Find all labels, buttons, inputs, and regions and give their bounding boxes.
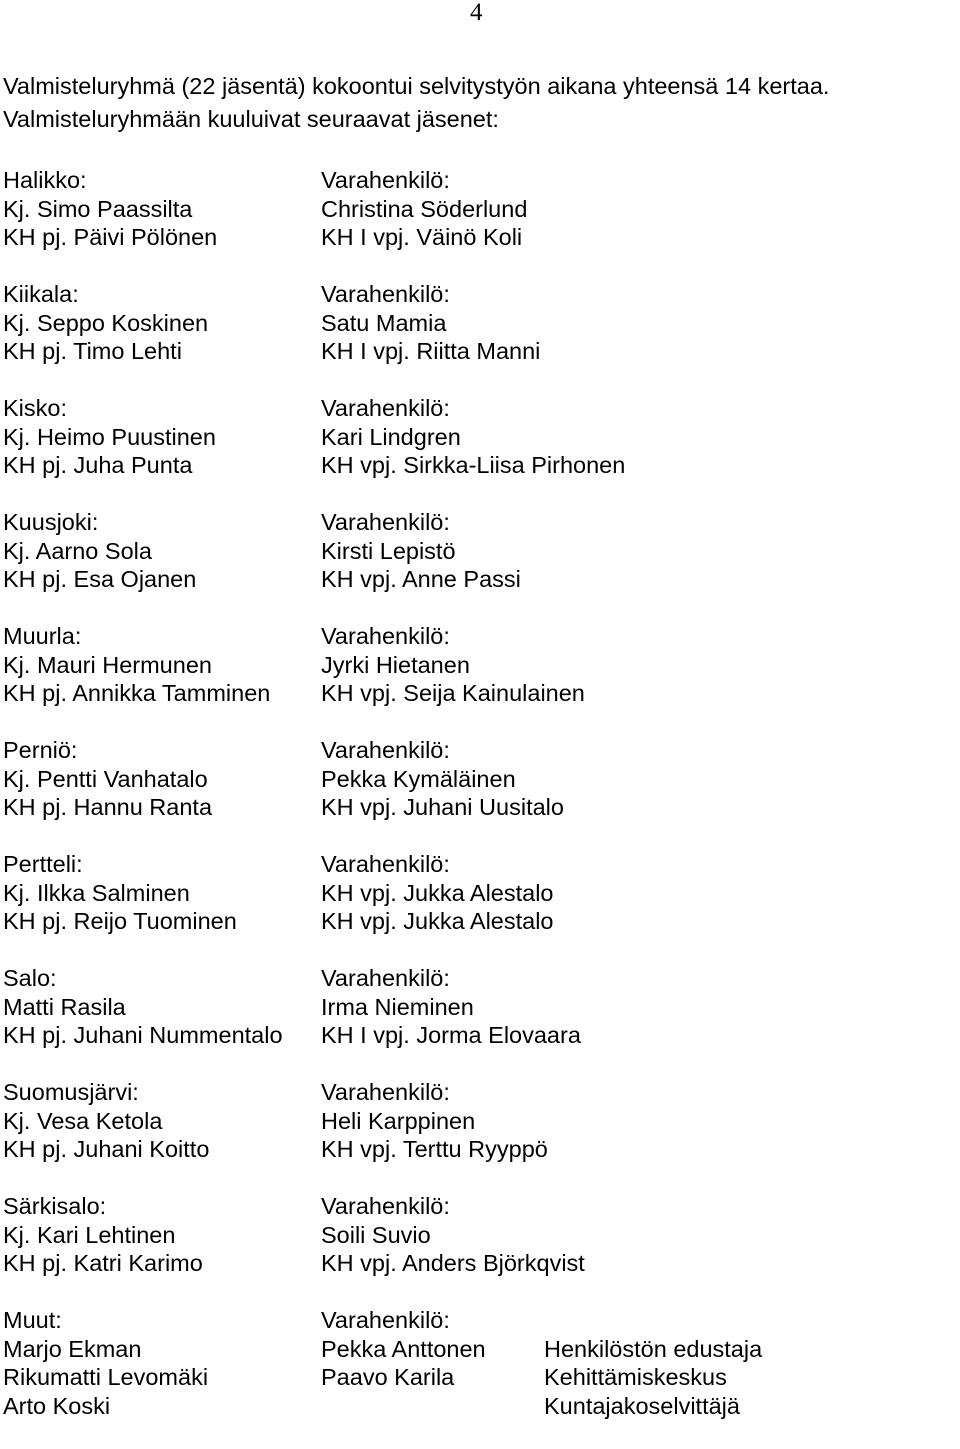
deputy-name: KH vpj. Anders Björkqvist [321,1250,585,1276]
deputy-label: Varahenkilö: [321,623,450,649]
member-name: KH pj. Annikka Tamminen [3,680,271,706]
member-name: Kj. Pentti Vanhatalo [3,765,208,792]
member-name: KH pj. Hannu Ranta [3,794,213,820]
member-group [3,964,844,1050]
deputy-name: KH I vpj. Riitta Manni [321,338,541,364]
member-group [3,1078,844,1164]
municipality-label: Kisko: [3,395,67,421]
deputy-name: KH vpj. Terttu Ryyppö [321,1136,548,1162]
member-name: KH pj. Juhani Koitto [3,1136,210,1162]
municipality-label: Kuusjoki: [3,509,99,535]
municipality-label: Kiikala: [3,281,79,307]
member-name: KH pj. Päivi Pölönen [3,224,218,250]
deputy-name: Pekka Kymäläinen [321,765,516,792]
member-name: Kj. Vesa Ketola [3,1107,163,1134]
deputy-label: Varahenkilö: [321,167,450,193]
deputy-name: KH vpj. Anne Passi [321,566,521,592]
member-name: Matti Rasila [3,993,126,1020]
member-group [3,736,844,822]
deputy-name: KH vpj. Sirkka-Liisa Pirhonen [321,452,626,478]
deputy-name: KH vpj. Juhani Uusitalo [321,794,564,820]
deputy-name: Pekka Anttonen [321,1335,486,1362]
member-group [3,850,844,936]
deputy-name: Heli Karppinen [321,1107,476,1134]
member-role: Henkilöstön edustaja [544,1335,763,1362]
member-name: KH pj. Esa Ojanen [3,566,197,592]
deputy-label: Varahenkilö: [321,1307,450,1333]
member-group [3,622,844,708]
member-name: Kj. Aarno Sola [3,537,152,564]
municipality-label: Särkisalo: [3,1193,107,1219]
intro-paragraph [3,70,829,136]
member-role: Kuntajakoselvittäjä [544,1392,740,1419]
member-name: Kj. Kari Lehtinen [3,1221,176,1248]
intro-line-1: Valmisteluryhmä (22 jäsentä) kokoontui selvitystyön aikana yhteensä 14 kertaa. [3,73,830,99]
member-group [3,508,844,594]
municipality-label: Perniö: [3,737,78,763]
deputy-name: KH I vpj. Jorma Elovaara [321,1022,581,1048]
deputy-name: Jyrki Hietanen [321,651,470,678]
member-group [3,394,844,480]
deputy-label: Varahenkilö: [321,851,450,877]
member-name: Kj. Ilkka Salminen [3,879,190,906]
deputy-name: KH vpj. Jukka Alestalo [321,879,554,906]
deputy-name: Soili Suvio [321,1221,431,1248]
member-name: Marjo Ekman [3,1335,142,1362]
deputy-label: Varahenkilö: [321,281,450,307]
municipality-label: Pertteli: [3,851,83,877]
member-name: Kj. Mauri Hermunen [3,651,212,678]
member-name: Kj. Heimo Puustinen [3,423,216,450]
deputy-label: Varahenkilö: [321,509,450,535]
member-role [544,1306,844,1335]
page-number: 4 [470,0,483,26]
municipality-label: Halikko: [3,167,87,193]
member-name: KH pj. Timo Lehti [3,338,182,364]
deputy-name: Christina Söderlund [321,195,528,222]
deputy-label: Varahenkilö: [321,1193,450,1219]
deputy-name: Satu Mamia [321,309,447,336]
member-name: Kj. Simo Paassilta [3,195,193,222]
member-group [3,1306,844,1420]
member-role: Kehittämiskeskus [544,1364,727,1390]
member-group [3,166,844,252]
intro-line-2: Valmisteluryhmään kuuluivat seuraavat jäsenet: [3,106,499,132]
deputy-label: Varahenkilö: [321,395,450,421]
deputy-label: Varahenkilö: [321,965,450,991]
deputy-name: KH I vpj. Väinö Koli [321,224,523,250]
member-name: Arto Koski [3,1392,111,1419]
deputy-name: Paavo Karila [321,1364,455,1390]
deputy-name: Kari Lindgren [321,423,461,450]
municipality-label: Muurla: [3,623,82,649]
member-group [3,1192,844,1278]
deputy-name [321,1392,544,1421]
deputy-name: Irma Nieminen [321,993,474,1020]
member-group [3,280,844,366]
municipality-label: Muut: [3,1307,62,1333]
deputy-label: Varahenkilö: [321,737,450,763]
municipality-label: Salo: [3,965,57,991]
member-name: KH pj. Reijo Tuominen [3,908,237,934]
municipality-label: Suomusjärvi: [3,1079,139,1105]
deputy-name: KH vpj. Seija Kainulainen [321,680,585,706]
member-list [3,166,844,1449]
deputy-label: Varahenkilö: [321,1079,450,1105]
member-name: Rikumatti Levomäki [3,1364,209,1390]
member-name: KH pj. Juhani Nummentalo [3,1022,283,1048]
member-name: Kj. Seppo Koskinen [3,309,209,336]
deputy-name: KH vpj. Jukka Alestalo [321,908,554,934]
deputy-name: Kirsti Lepistö [321,537,456,564]
member-name: KH pj. Juha Punta [3,452,193,478]
member-name: KH pj. Katri Karimo [3,1250,203,1276]
